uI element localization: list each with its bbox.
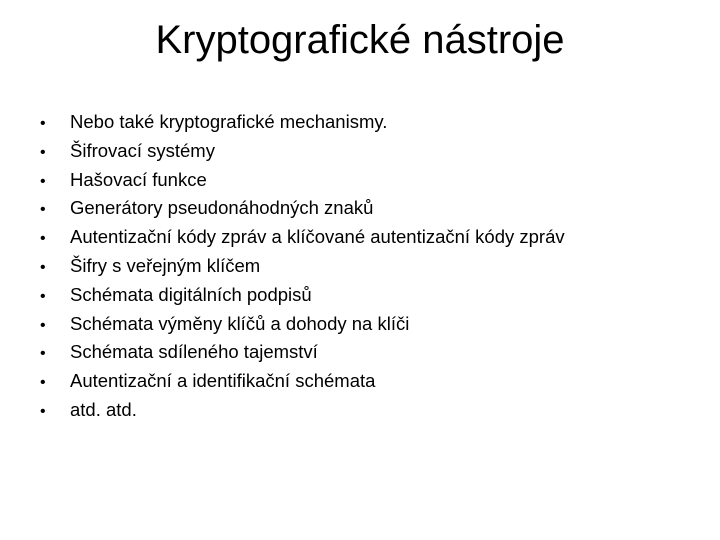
bullet-marker: • <box>40 402 46 420</box>
list-item <box>40 310 710 339</box>
list-item-text: Schémata výměny klíčů a dohody na klíči <box>70 312 410 334</box>
bullet-marker: • <box>40 316 46 334</box>
list-item-text: Generátory pseudonáhodných znaků <box>70 197 374 219</box>
list-item <box>40 194 710 223</box>
list-item <box>40 223 710 252</box>
list-item-text: Schémata digitálních podpisů <box>70 283 312 305</box>
list-item <box>40 137 710 166</box>
list-item <box>40 338 710 367</box>
list-item <box>40 396 710 425</box>
list-item-text: Schémata sdíleného tajemství <box>70 341 318 363</box>
bullet-marker: • <box>40 230 46 248</box>
list-item-text: atd. atd. <box>70 398 137 420</box>
list-item <box>40 166 710 195</box>
bullet-marker: • <box>40 258 46 276</box>
list-item-text: Hašovací funkce <box>70 168 207 190</box>
slide-title: Kryptografické nástroje <box>155 18 565 62</box>
list-item <box>40 281 710 310</box>
list-item <box>40 252 710 281</box>
bullet-marker: • <box>40 143 46 161</box>
bullet-marker: • <box>40 172 46 190</box>
list-item <box>40 108 710 137</box>
bullet-list <box>40 108 710 425</box>
bullet-marker: • <box>40 201 46 219</box>
list-item-text: Nebo také kryptografické mechanismy. <box>70 111 388 132</box>
bullet-marker: • <box>40 345 46 363</box>
list-item <box>40 367 710 396</box>
list-item-text: Šifry s veřejným klíčem <box>70 254 261 276</box>
list-item-text: Autentizační a identifikační schémata <box>70 370 376 392</box>
bullet-marker: • <box>40 374 46 392</box>
bullet-marker: • <box>40 115 46 132</box>
list-item-text: Autentizační kódy zpráv a klíčované autentizační kódy zpráv <box>70 226 565 248</box>
list-item-text: Šifrovací systémy <box>70 139 215 161</box>
bullet-marker: • <box>40 287 46 305</box>
